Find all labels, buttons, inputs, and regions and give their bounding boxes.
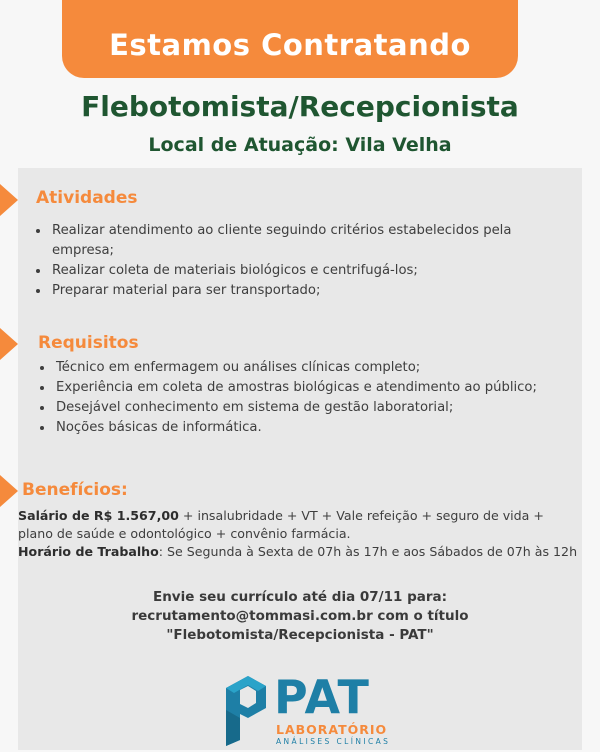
arrow-marker-icon xyxy=(0,184,18,216)
logo-tagline: ANÁLISES CLÍNICAS xyxy=(276,737,391,746)
hiring-banner xyxy=(62,0,518,78)
job-title: Flebotomista/Recepcionista xyxy=(81,90,519,123)
requirements-title: Requisitos xyxy=(38,333,139,353)
activities-list xyxy=(32,221,565,301)
list-item: • Preparar material para ser transportado; xyxy=(50,281,565,301)
list-item: • Realizar atendimento ao cliente seguindo critérios estabelecidos pela empresa; xyxy=(50,221,565,261)
cta-line-subject: "Flebotomista/Recepcionista - PAT" xyxy=(166,627,434,643)
salary-text: + insalubridade + VT + Vale refeição + seguro de vida + plano de saúde e odontológico + convênio farmácia. xyxy=(18,508,544,541)
list-item: • Desejável conhecimento em sistema de gestão laboratorial; xyxy=(54,398,549,418)
activities-title: Atividades xyxy=(36,188,138,208)
list-item: • Experiência em coleta de amostras biológicas e atendimento ao público; xyxy=(54,378,549,398)
logo-subtitle: LABORATÓRIO xyxy=(276,722,388,737)
list-item: • Técnico em enfermagem ou análises clínicas completo; xyxy=(54,358,549,378)
arrow-marker-icon xyxy=(0,328,18,360)
application-instructions xyxy=(0,588,600,645)
logo-wordmark: PAT xyxy=(274,670,370,724)
requirements-list xyxy=(36,358,549,438)
benefits-title: Benefícios: xyxy=(22,480,128,500)
salary-label: Salário de R$ 1.567,00 xyxy=(18,508,179,523)
pat-logo-icon xyxy=(218,670,274,748)
cta-line-deadline: Envie seu currículo até dia 07/11 para: xyxy=(152,589,448,605)
cta-line-email[interactable]: recrutamento@tommasi.com.br com o título xyxy=(131,608,469,624)
arrow-marker-icon xyxy=(0,475,18,507)
hours-label: Horário de Trabalho xyxy=(18,544,159,559)
hours-text: : Se Segunda à Sexta de 07h às 17h e aos Sábados de 07h às 12h xyxy=(158,544,578,559)
benefits-text xyxy=(18,507,582,561)
pat-logo xyxy=(218,670,398,748)
job-location: Local de Atuação: Vila Velha xyxy=(148,134,452,156)
list-item: • Realizar coleta de materiais biológicos e centrifugá-los; xyxy=(50,261,565,281)
list-item: • Noções básicas de informática. xyxy=(54,418,549,438)
banner-text: Estamos Contratando xyxy=(109,28,471,62)
